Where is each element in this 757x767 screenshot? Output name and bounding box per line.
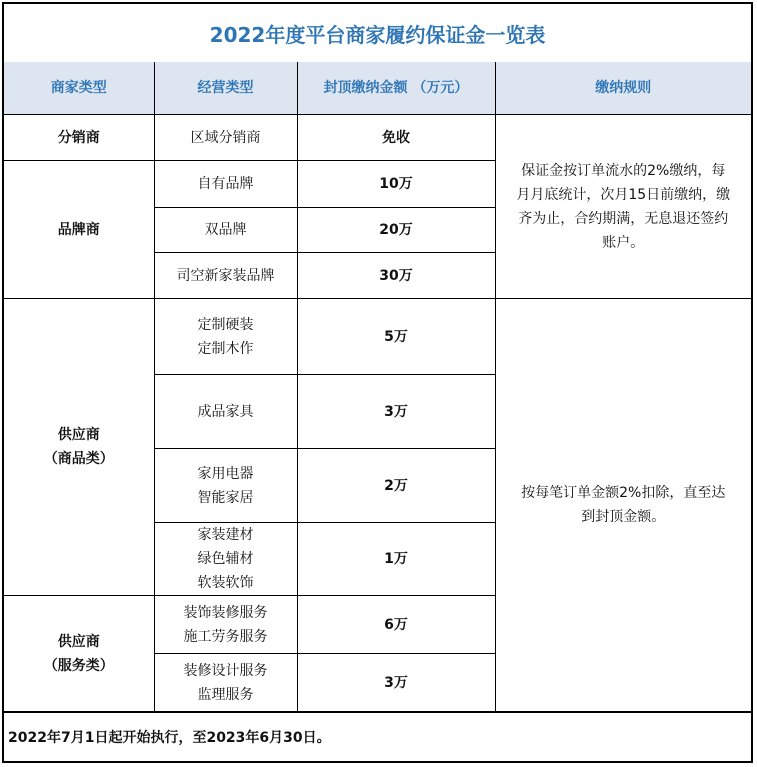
- table-row: [4, 115, 751, 161]
- table-title: 2022年度平台商家履约保证金一览表: [4, 4, 751, 63]
- header-merchant-type: 商家类型: [4, 62, 154, 115]
- business-cell: 装修设计服务 监理服务: [154, 654, 297, 712]
- business-cell: 双品牌: [154, 208, 297, 253]
- amount-cell: 3万: [297, 375, 495, 449]
- table-row: [4, 299, 751, 375]
- business-cell: 家用电器 智能家居: [154, 449, 297, 523]
- rule-cell-2: 按每笔订单金额2%扣除，直至达 到封顶金额。: [495, 299, 751, 712]
- header-row: [4, 62, 751, 115]
- amount-cell: 1万: [297, 523, 495, 596]
- business-cell: 自有品牌: [154, 161, 297, 208]
- merchant-cell: 供应商 （服务类）: [4, 596, 154, 712]
- business-cell: 区域分销商: [154, 115, 297, 161]
- amount-cell: 10万: [297, 161, 495, 208]
- bond-table: [4, 62, 751, 712]
- amount-cell: 3万: [297, 654, 495, 712]
- merchant-cell: 分销商: [4, 115, 154, 161]
- amount-cell: 20万: [297, 208, 495, 253]
- effective-period-note: 2022年7月1日起开始执行，至2023年6月30日。: [4, 712, 751, 761]
- bond-table-sheet: [2, 2, 753, 763]
- header-payment-rule: 缴纳规则: [495, 62, 751, 115]
- header-business-type: 经营类型: [154, 62, 297, 115]
- header-cap-amount: 封顶缴纳金额 （万元）: [297, 62, 495, 115]
- business-cell: 装饰装修服务 施工劳务服务: [154, 596, 297, 654]
- amount-cell: 6万: [297, 596, 495, 654]
- business-cell: 定制硬装 定制木作: [154, 299, 297, 375]
- amount-cell: 2万: [297, 449, 495, 523]
- business-cell: 司空新家装品牌: [154, 253, 297, 299]
- business-cell: 家装建材 绿色辅材 软装软饰: [154, 523, 297, 596]
- business-cell: 成品家具: [154, 375, 297, 449]
- amount-cell: 免收: [297, 115, 495, 161]
- amount-cell: 30万: [297, 253, 495, 299]
- merchant-cell: 品牌商: [4, 161, 154, 299]
- rule-cell-1: 保证金按订单流水的2%缴纳，每 月月底统计，次月15日前缴纳，缴 齐为止，合约期满，无息退还签约 账户。: [495, 115, 751, 299]
- amount-cell: 5万: [297, 299, 495, 375]
- merchant-cell: 供应商 （商品类）: [4, 299, 154, 596]
